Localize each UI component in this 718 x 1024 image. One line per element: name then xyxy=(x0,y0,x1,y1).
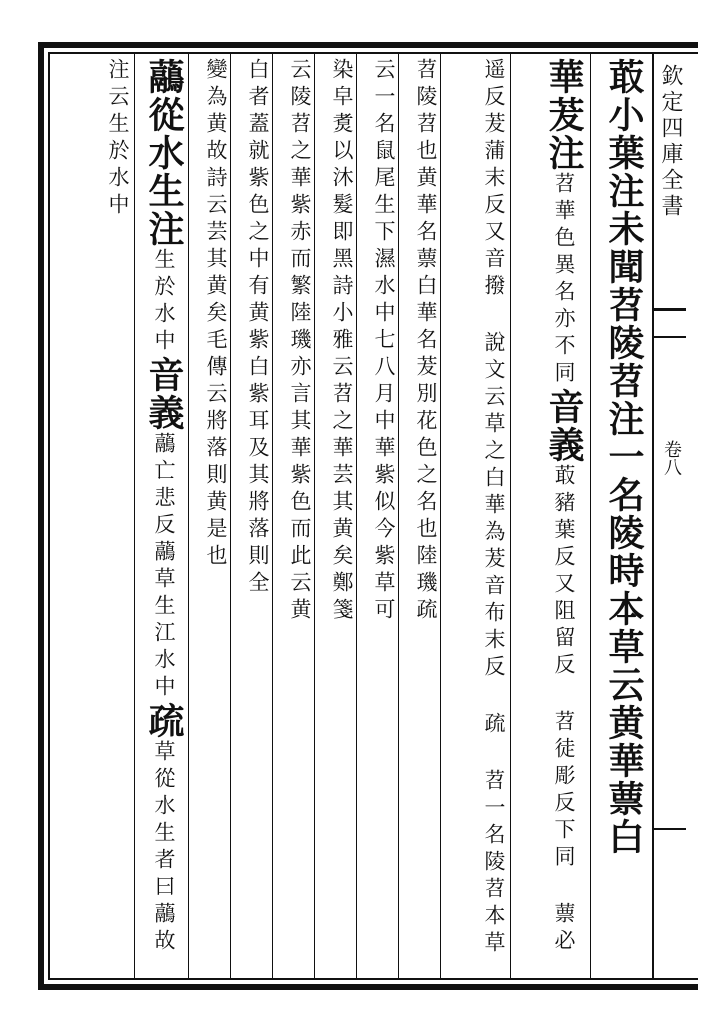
text-column-8 xyxy=(234,58,270,968)
column-rule xyxy=(356,52,357,980)
annotation-text: 染皁煑以沐髮即黑詩小雅云苕之華芸其黄矣鄭箋 xyxy=(330,58,354,625)
annotation-text: 白者蓋就紫色之中有黄紫白紫耳及其將落則全 xyxy=(246,58,270,598)
column-rule xyxy=(188,52,189,980)
text-column-3 xyxy=(444,58,506,968)
annotation-text: 生於水中 xyxy=(152,248,176,356)
main-text: 菆小葉注未聞苕陵苕注一名陵時本草云黄華蔈白 xyxy=(603,58,645,856)
text-column-5 xyxy=(360,58,396,968)
text-column-1 xyxy=(594,58,646,968)
annotation-text: 云陵苕之華紫赤而繁陸璣亦言其華紫色而此云黄 xyxy=(288,58,312,625)
annotation-text: 草從水生者曰虉故 xyxy=(152,740,176,956)
annotation-text: 苕陵苕也黄華名蔈白華名茇別花色之名也陸璣疏 xyxy=(414,58,438,625)
column-rule xyxy=(440,52,441,980)
annotation-text: 注云生於水中 xyxy=(106,58,130,220)
fish-tail-mark xyxy=(652,308,686,338)
column-rule xyxy=(590,52,591,980)
text-column-10 xyxy=(138,58,186,968)
annotation-text: 虉亡悲反虉草生江水中 xyxy=(152,432,176,702)
text-column-9 xyxy=(192,58,228,968)
text-column-2 xyxy=(514,58,586,968)
column-rule xyxy=(510,52,511,980)
annotation-text: 變為黄故詩云芸其黄矣毛傳云將落則黄是也 xyxy=(204,58,228,571)
column-rule xyxy=(314,52,315,980)
column-rule xyxy=(230,52,231,980)
text-column-4 xyxy=(402,58,438,968)
column-rule xyxy=(134,52,135,980)
annotation-text: 遥反茇蒲末反又音撥 說文云草之白華為茇音布末反 疏 苕一名陵苕本草 xyxy=(482,58,506,958)
annotation-text: 菆豬葉反又阻留反 苕徒彫反下同 蔈必 xyxy=(552,464,576,956)
main-text: 疏 xyxy=(143,702,185,740)
column-rule xyxy=(398,52,399,980)
annotation-text: 苕華色異名亦不同 xyxy=(552,172,576,388)
main-text: 音義 xyxy=(143,356,185,432)
margin-book-title: 欽定四庫全書 xyxy=(658,64,683,220)
main-text: 華茇注 xyxy=(543,58,585,172)
margin-juan-label: 卷八 xyxy=(661,440,682,476)
text-column-6 xyxy=(318,58,354,968)
main-text: 音義 xyxy=(543,388,585,464)
annotation-text: 云一名鼠尾生下濕水中七八月中華紫似今紫草可 xyxy=(372,58,396,625)
column-rule xyxy=(272,52,273,980)
margin-bottom-rule xyxy=(652,828,686,830)
main-text: 虉從水生注 xyxy=(143,58,185,248)
text-column-7 xyxy=(276,58,312,968)
text-column-11 xyxy=(58,58,130,968)
